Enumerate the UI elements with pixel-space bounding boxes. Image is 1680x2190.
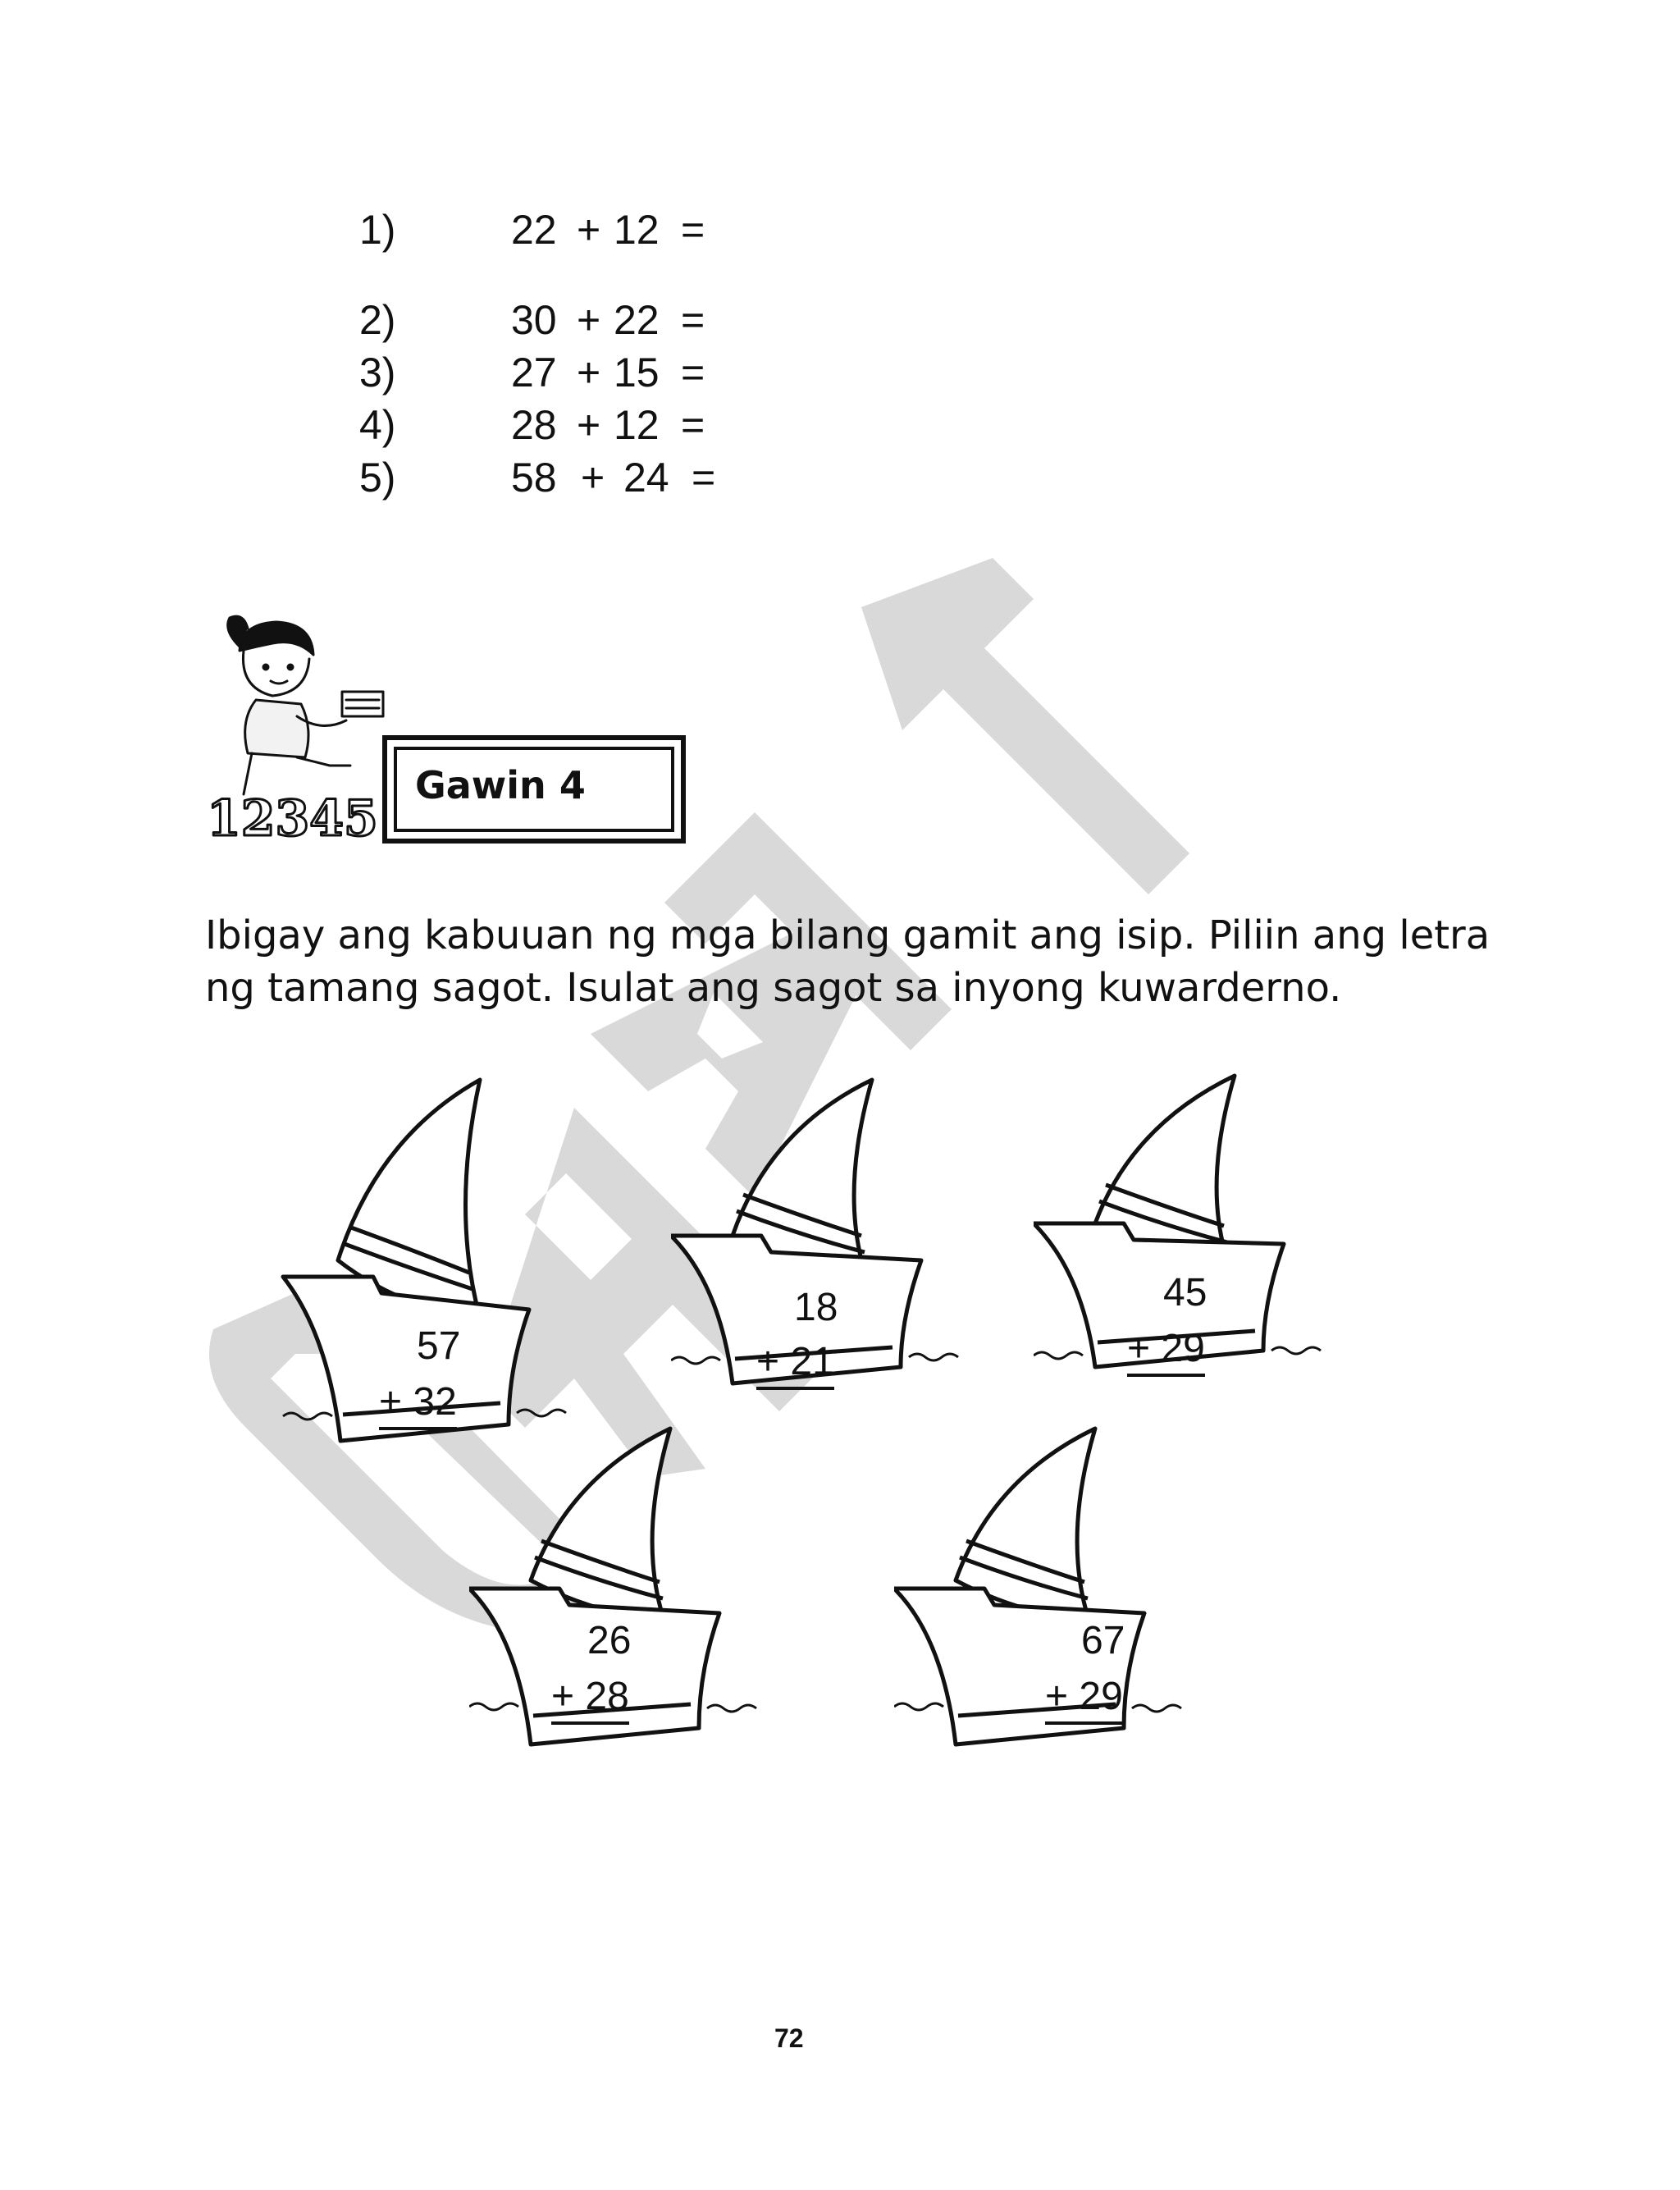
problem-addend-b: 12	[614, 402, 660, 448]
girl-with-numbers-illustration	[207, 614, 389, 852]
problem-addend-b: 12	[614, 207, 660, 253]
plus-sign: +	[577, 402, 601, 448]
problem-addend-a: 22	[511, 207, 557, 253]
problem-addend-a: 27	[511, 350, 557, 395]
problem-number: 1)	[359, 207, 396, 253]
problem-number: 2)	[359, 297, 396, 343]
boat-addend-top: 18	[794, 1286, 838, 1329]
plus-sign: +	[577, 350, 601, 395]
problem-row-2	[359, 295, 769, 345]
instruction-text	[205, 909, 1491, 1014]
problem-row-5	[359, 453, 769, 502]
instruction-line-2: ng tamang sagot. Isulat ang sagot sa inyong kuwarderno.	[205, 965, 1342, 1011]
sailboat-icon	[894, 1424, 1189, 1769]
problem-row-3	[359, 348, 769, 397]
boat-addend-top: 26	[587, 1619, 632, 1662]
problem-addend-a: 28	[511, 402, 557, 448]
page-number: 72	[774, 2023, 804, 2053]
activity-title: Gawin 4	[415, 763, 586, 807]
problem-number: 3)	[359, 350, 396, 395]
plus-sign: +	[581, 455, 605, 501]
sailboat-4	[469, 1424, 765, 1769]
equals-sign: =	[681, 402, 705, 448]
problem-addend-b: 15	[614, 350, 660, 395]
boat-addend-bottom: + 29	[1127, 1326, 1205, 1377]
equals-sign: =	[681, 350, 705, 395]
boat-addend-top: 45	[1163, 1271, 1208, 1314]
problem-number: 5)	[359, 455, 396, 501]
sailboat-1	[279, 1072, 574, 1465]
plus-sign: +	[577, 207, 601, 253]
equals-sign: =	[681, 207, 705, 253]
boat-addend-bottom: + 29	[1045, 1674, 1123, 1725]
problem-addend-a: 30	[511, 297, 557, 343]
sailboat-5	[894, 1424, 1189, 1769]
equals-sign: =	[692, 455, 716, 501]
activity-title-box	[382, 735, 686, 844]
sailboat-3	[1034, 1072, 1329, 1416]
problem-addend-b: 22	[614, 297, 660, 343]
boat-addend-top: 57	[417, 1324, 461, 1368]
boat-addend-bottom: + 28	[551, 1674, 629, 1725]
problem-row-1	[359, 205, 769, 254]
problem-row-4	[359, 400, 769, 450]
svg-text:12345: 12345	[207, 790, 378, 848]
problem-addend-b: 24	[623, 455, 669, 501]
boat-addend-bottom: + 21	[756, 1339, 834, 1390]
problem-addend-a: 58	[511, 455, 557, 501]
boat-addend-bottom: + 32	[379, 1379, 457, 1430]
equals-sign: =	[681, 297, 705, 343]
plus-sign: +	[577, 297, 601, 343]
sailboat-2	[671, 1072, 966, 1416]
instruction-line-1: Ibigay ang kabuuan ng mga bilang gamit ang isip. Piliin ang letra	[205, 912, 1491, 958]
boat-addend-top: 67	[1081, 1619, 1125, 1662]
problem-number: 4)	[359, 402, 396, 448]
